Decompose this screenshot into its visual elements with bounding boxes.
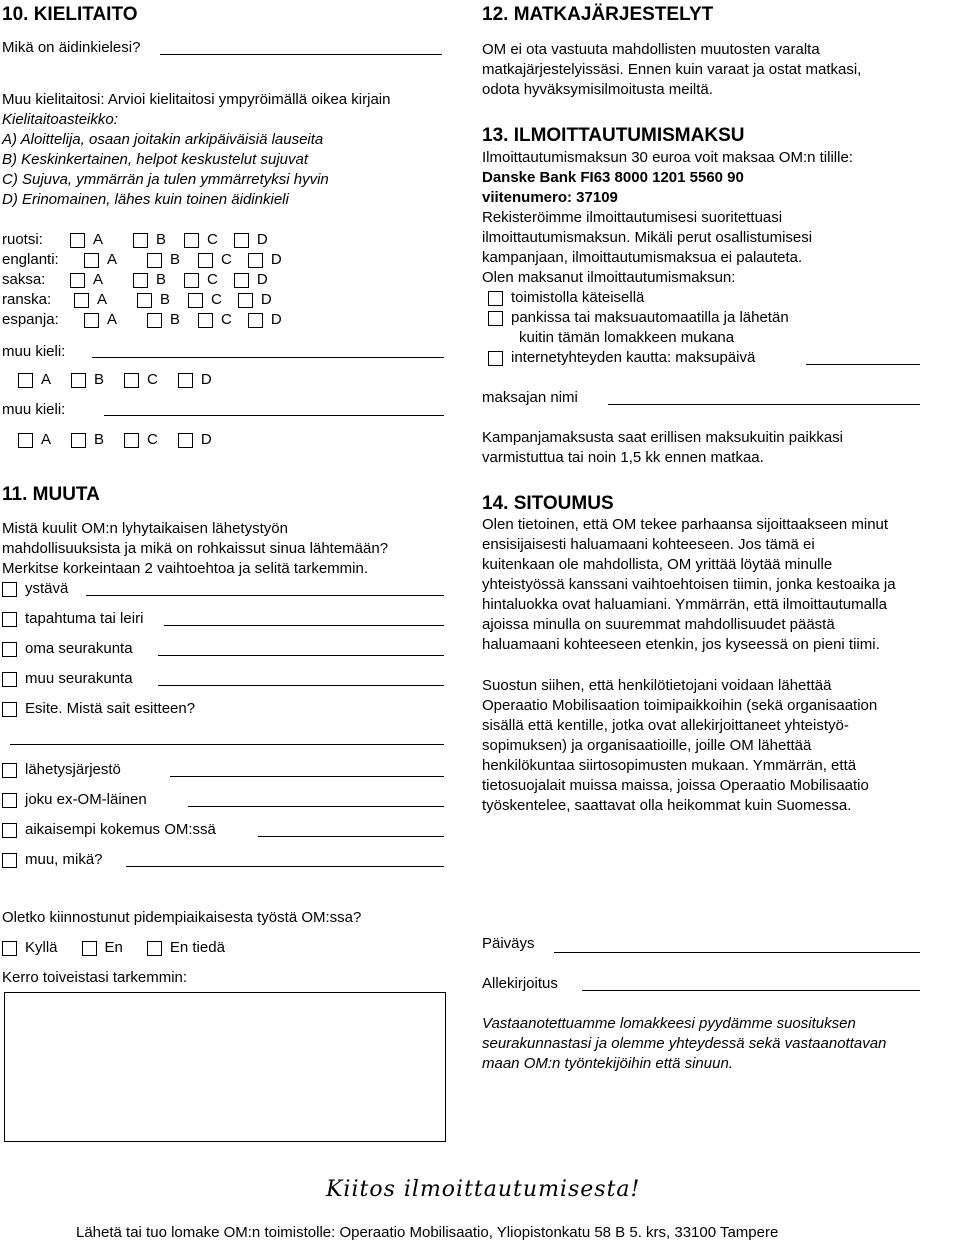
grade-label: A — [93, 231, 104, 248]
grade-checkbox[interactable] — [147, 253, 162, 268]
source-option-other-church[interactable] — [2, 669, 133, 689]
mother-tongue-label: Mikä on äidinkielesi? — [2, 39, 141, 56]
grade-label: C — [147, 371, 158, 388]
explain-field[interactable] — [158, 685, 444, 686]
explain-field[interactable] — [10, 744, 444, 745]
language-label: ruotsi: — [2, 231, 43, 248]
fee-text-line: ilmoittautumismaksun. Mikäli perut osallistumisesi — [482, 229, 813, 246]
grade-label: A — [107, 251, 118, 268]
language-row-english — [2, 250, 294, 270]
section-14-title: 14. SITOUMUS — [482, 493, 614, 514]
grade-checkbox[interactable] — [184, 273, 199, 288]
option-label: joku ex-OM-läinen — [25, 791, 147, 808]
long-term-answers — [2, 938, 237, 958]
date-field[interactable] — [554, 952, 920, 953]
grade-checkbox[interactable] — [188, 293, 203, 308]
source-option-friend[interactable] — [2, 579, 68, 599]
grade-label: D — [256, 271, 268, 288]
checkbox[interactable] — [2, 642, 17, 657]
language-intro: Muu kielitaitosi: Arvioi kielitaitosi ympyröimällä oikea kirjain — [2, 91, 391, 108]
checkbox[interactable] — [488, 291, 503, 306]
explain-field[interactable] — [164, 625, 444, 626]
grade-label: A — [107, 311, 118, 328]
consent-line: tietosuojalait muissa maissa, joissa Operaatio Mobilisaatio — [482, 777, 869, 794]
source-option-own-church[interactable] — [2, 639, 133, 659]
fee-text-line: kampanjaan, ilmoittautumismaksua ei palauteta. — [482, 249, 803, 266]
source-option-ex-om[interactable] — [2, 790, 147, 810]
other-language-grades — [18, 370, 224, 390]
section-11-title: 11. MUUTA — [2, 484, 100, 505]
grade-checkbox[interactable] — [234, 273, 249, 288]
section-12-title: 12. MATKAJÄRJESTELYT — [482, 4, 714, 25]
section-10-title: 10. KIELITAITO — [2, 4, 138, 25]
grade-label: D — [270, 251, 282, 268]
checkbox[interactable] — [2, 941, 17, 956]
other-language-field[interactable] — [92, 357, 444, 358]
grade-label: C — [211, 291, 222, 308]
reference-number: viitenumero: 37109 — [482, 189, 618, 206]
commitment-line: yhteistyössä kanssani vaihtoehtoisen tiimin, jonka kestoaika ja — [482, 576, 896, 593]
language-label: ranska: — [2, 291, 52, 308]
other-language-field[interactable] — [104, 415, 444, 416]
language-row-french — [2, 290, 284, 310]
option-label: muu seurakunta — [25, 670, 133, 687]
source-option-brochure[interactable] — [2, 699, 195, 719]
answer-dont-know: En tiedä — [169, 939, 225, 956]
language-label: espanja: — [2, 311, 59, 328]
source-option-other[interactable] — [2, 850, 103, 870]
option-label: aikaisempi kokemus OM:ssä — [25, 821, 216, 838]
source-option-experience[interactable] — [2, 820, 216, 840]
level-c: C) Sujuva, ymmärrän ja tulen ymmärretyksi hyvin — [2, 171, 329, 188]
explain-field[interactable] — [126, 866, 444, 867]
fee-note-line: varmistuttua tai noin 1,5 kk ennen matkaa. — [482, 449, 764, 466]
payer-name-field[interactable] — [608, 404, 920, 405]
grade-label: C — [221, 251, 232, 268]
grade-label: C — [207, 231, 218, 248]
checkbox[interactable] — [488, 311, 503, 326]
grade-label: A — [41, 371, 52, 388]
grade-checkbox[interactable] — [248, 313, 263, 328]
checkbox[interactable] — [2, 582, 17, 597]
grade-checkbox[interactable] — [238, 293, 253, 308]
checkbox[interactable] — [2, 853, 17, 868]
fee-line: Ilmoittautumismaksun 30 euroa voit maksaa OM:n tilille: — [482, 149, 853, 166]
pay-option-bank[interactable] — [488, 308, 789, 328]
grade-checkbox[interactable] — [198, 253, 213, 268]
grade-label: C — [221, 311, 232, 328]
details-textarea[interactable] — [4, 992, 446, 1142]
grade-checkbox[interactable] — [70, 273, 85, 288]
grade-checkbox[interactable] — [71, 373, 86, 388]
level-b: B) Keskinkertainen, helpot keskustelut sujuvat — [2, 151, 308, 168]
checkbox[interactable] — [488, 351, 503, 366]
consent-line: sisällä että kentille, jotka ovat allekirjoittaneet yhteistyö- — [482, 717, 849, 734]
other-language-label: muu kieli: — [2, 343, 66, 360]
grade-label: D — [200, 371, 212, 388]
commitment-line: ensisijaisesti haluamaani kohteeseen. Jos tämä ei — [482, 536, 815, 553]
checkbox[interactable] — [2, 763, 17, 778]
thanks-message: Kiitos ilmoittautumisesta! — [326, 1177, 641, 1202]
option-label: muu, mikä? — [25, 851, 103, 868]
option-label: lähetysjärjestö — [25, 761, 121, 778]
consent-line: työskentelee, saattavat olla heikommat kuin Suomessa. — [482, 797, 852, 814]
commitment-line: ajoissa minulla on suuremmat mahdollisuudet päästä — [482, 616, 835, 633]
grade-checkbox[interactable] — [178, 433, 193, 448]
consent-line: Suostun siihen, että henkilötietojani voidaan lähettää — [482, 677, 832, 694]
fee-note-line: Kampanjamaksusta saat erillisen maksukuitin paikkasi — [482, 429, 843, 446]
explain-field[interactable] — [188, 806, 444, 807]
date-label: Päiväys — [482, 935, 535, 952]
grade-checkbox[interactable] — [133, 233, 148, 248]
option-label: toimistolla käteisellä — [511, 289, 645, 306]
checkbox[interactable] — [2, 612, 17, 627]
grade-checkbox[interactable] — [147, 313, 162, 328]
commitment-line: kuitenkaan ole mahdollista, OM yrittää löytää minulle — [482, 556, 833, 573]
other-language-grades — [18, 430, 224, 450]
checkbox[interactable] — [2, 823, 17, 838]
long-term-question: Oletko kiinnostunut pidempiaikaisesta työstä OM:ssa? — [2, 909, 362, 926]
checkbox[interactable] — [2, 702, 17, 717]
consent-line: henkilökuntaa siirtosopimusten mukaan. Ymmärrän, että — [482, 757, 857, 774]
explain-field[interactable] — [170, 776, 444, 777]
language-row-spanish — [2, 310, 294, 330]
option-label: internetyhteyden kautta: maksupäivä — [511, 349, 756, 366]
language-label: saksa: — [2, 271, 46, 288]
source-question-line: Merkitse korkeintaan 2 vaihtoehtoa ja selitä tarkemmin. — [2, 560, 369, 577]
language-label: englanti: — [2, 251, 59, 268]
grade-label: A — [97, 291, 108, 308]
travel-text-line: matkajärjestelyissäsi. Ennen kuin varaat ja ostat matkasi, — [482, 61, 862, 78]
grade-checkbox[interactable] — [84, 313, 99, 328]
level-d: D) Erinomainen, lähes kuin toinen äidinkieli — [2, 191, 289, 208]
grade-label: C — [207, 271, 218, 288]
payer-name-label: maksajan nimi — [482, 389, 578, 406]
grade-checkbox[interactable] — [74, 293, 89, 308]
grade-label: A — [93, 271, 104, 288]
grade-checkbox[interactable] — [234, 233, 249, 248]
grade-checkbox[interactable] — [137, 293, 152, 308]
grade-label: B — [94, 371, 105, 388]
grade-checkbox[interactable] — [18, 433, 33, 448]
bank-account: Danske Bank FI63 8000 1201 5560 90 — [482, 169, 744, 186]
option-label: tapahtuma tai leiri — [25, 610, 144, 627]
grade-checkbox[interactable] — [133, 273, 148, 288]
grade-label: A — [41, 431, 52, 448]
language-row-swedish — [2, 230, 280, 250]
consent-line: Operaatio Mobilisaation toimipaikkoihin (sekä organisaation — [482, 697, 878, 714]
commitment-line: haluamaani kohteeseen etenkin, jos kyseessä on pieni tiimi. — [482, 636, 880, 653]
source-option-mission-org[interactable] — [2, 760, 121, 780]
level-a: A) Aloittelija, osaan joitakin arkipäiväisiä lauseita — [2, 131, 324, 148]
notice-line: Vastaanotettuamme lomakkeesi pyydämme suosituksen — [482, 1015, 856, 1032]
grade-checkbox[interactable] — [248, 253, 263, 268]
grade-label: B — [156, 231, 167, 248]
option-label: oma seurakunta — [25, 640, 133, 657]
scale-title: Kielitaitoasteikko: — [2, 111, 118, 128]
grade-label: D — [200, 431, 212, 448]
pay-option-internet[interactable] — [488, 348, 755, 368]
language-row-german — [2, 270, 280, 290]
answer-no: En — [104, 939, 123, 956]
grade-label: B — [170, 311, 181, 328]
source-question-line: Mistä kuulit OM:n lyhytaikaisen lähetystyön — [2, 520, 288, 537]
option-label: Esite. Mistä sait esitteen? — [25, 700, 196, 717]
grade-label: D — [260, 291, 272, 308]
grade-checkbox[interactable] — [198, 313, 213, 328]
explain-field[interactable] — [86, 595, 444, 596]
grade-label: C — [147, 431, 158, 448]
travel-text-line: odota hyväksymisilmoitusta meiltä. — [482, 81, 713, 98]
travel-text-line: OM ei ota vastuuta mahdollisten muutosten varalta — [482, 41, 820, 58]
grade-checkbox[interactable] — [124, 373, 139, 388]
grade-label: D — [270, 311, 282, 328]
signature-field[interactable] — [582, 990, 920, 991]
signature-label: Allekirjoitus — [482, 975, 558, 992]
option-label: pankissa tai maksuautomaatilla ja lähetän — [511, 309, 789, 326]
commitment-line: Olen tietoinen, että OM tekee parhaansa sijoittaakseen minut — [482, 516, 889, 533]
other-language-label: muu kieli: — [2, 401, 66, 418]
checkbox[interactable] — [2, 793, 17, 808]
grade-label: B — [170, 251, 181, 268]
fee-text-line: Olen maksanut ilmoittautumismaksun: — [482, 269, 736, 286]
grade-checkbox[interactable] — [18, 373, 33, 388]
payment-date-field[interactable] — [806, 364, 920, 365]
grade-checkbox[interactable] — [124, 433, 139, 448]
option-label: ystävä — [25, 580, 69, 597]
section-13-title: 13. ILMOITTAUTUMISMAKSU — [482, 125, 745, 146]
checkbox[interactable] — [147, 941, 162, 956]
answer-yes: Kyllä — [25, 939, 58, 956]
checkbox[interactable] — [2, 672, 17, 687]
commitment-line: hintaluokka ovat haluamiani. Ymmärrän, että ilmoittautumalla — [482, 596, 887, 613]
explain-field[interactable] — [158, 655, 444, 656]
source-question-line: mahdollisuuksista ja mikä on rohkaissut sinua lähtemään? — [2, 540, 389, 557]
footer-address: Lähetä tai tuo lomake OM:n toimistolle: Operaatio Mobilisaatio, Yliopistonkatu 58 B 5. krs, 33100 Tampere — [76, 1224, 779, 1241]
explain-field[interactable] — [258, 836, 444, 837]
grade-checkbox[interactable] — [178, 373, 193, 388]
grade-label: D — [256, 231, 268, 248]
grade-checkbox[interactable] — [184, 233, 199, 248]
consent-line: sopimuksen) ja organisaatioille, joille OM lähettää — [482, 737, 812, 754]
pay-option-bank-cont: kuitin tämän lomakkeen mukana — [519, 329, 735, 346]
grade-checkbox[interactable] — [71, 433, 86, 448]
details-label: Kerro toiveistasi tarkemmin: — [2, 969, 188, 986]
notice-line: seurakunnastasi ja olemme yhteydessä sekä vastaanottavan — [482, 1035, 887, 1052]
grade-checkbox[interactable] — [84, 253, 99, 268]
mother-tongue-field[interactable] — [160, 54, 442, 55]
grade-label: B — [94, 431, 105, 448]
source-option-event[interactable] — [2, 609, 143, 629]
fee-text-line: Rekisteröimme ilmoittautumisesi suoritettuasi — [482, 209, 783, 226]
notice-line: maan OM:n työntekijöihin että sinuun. — [482, 1055, 733, 1072]
grade-label: B — [160, 291, 171, 308]
checkbox[interactable] — [82, 941, 97, 956]
pay-option-cash[interactable] — [488, 288, 644, 308]
grade-label: B — [156, 271, 167, 288]
grade-checkbox[interactable] — [70, 233, 85, 248]
